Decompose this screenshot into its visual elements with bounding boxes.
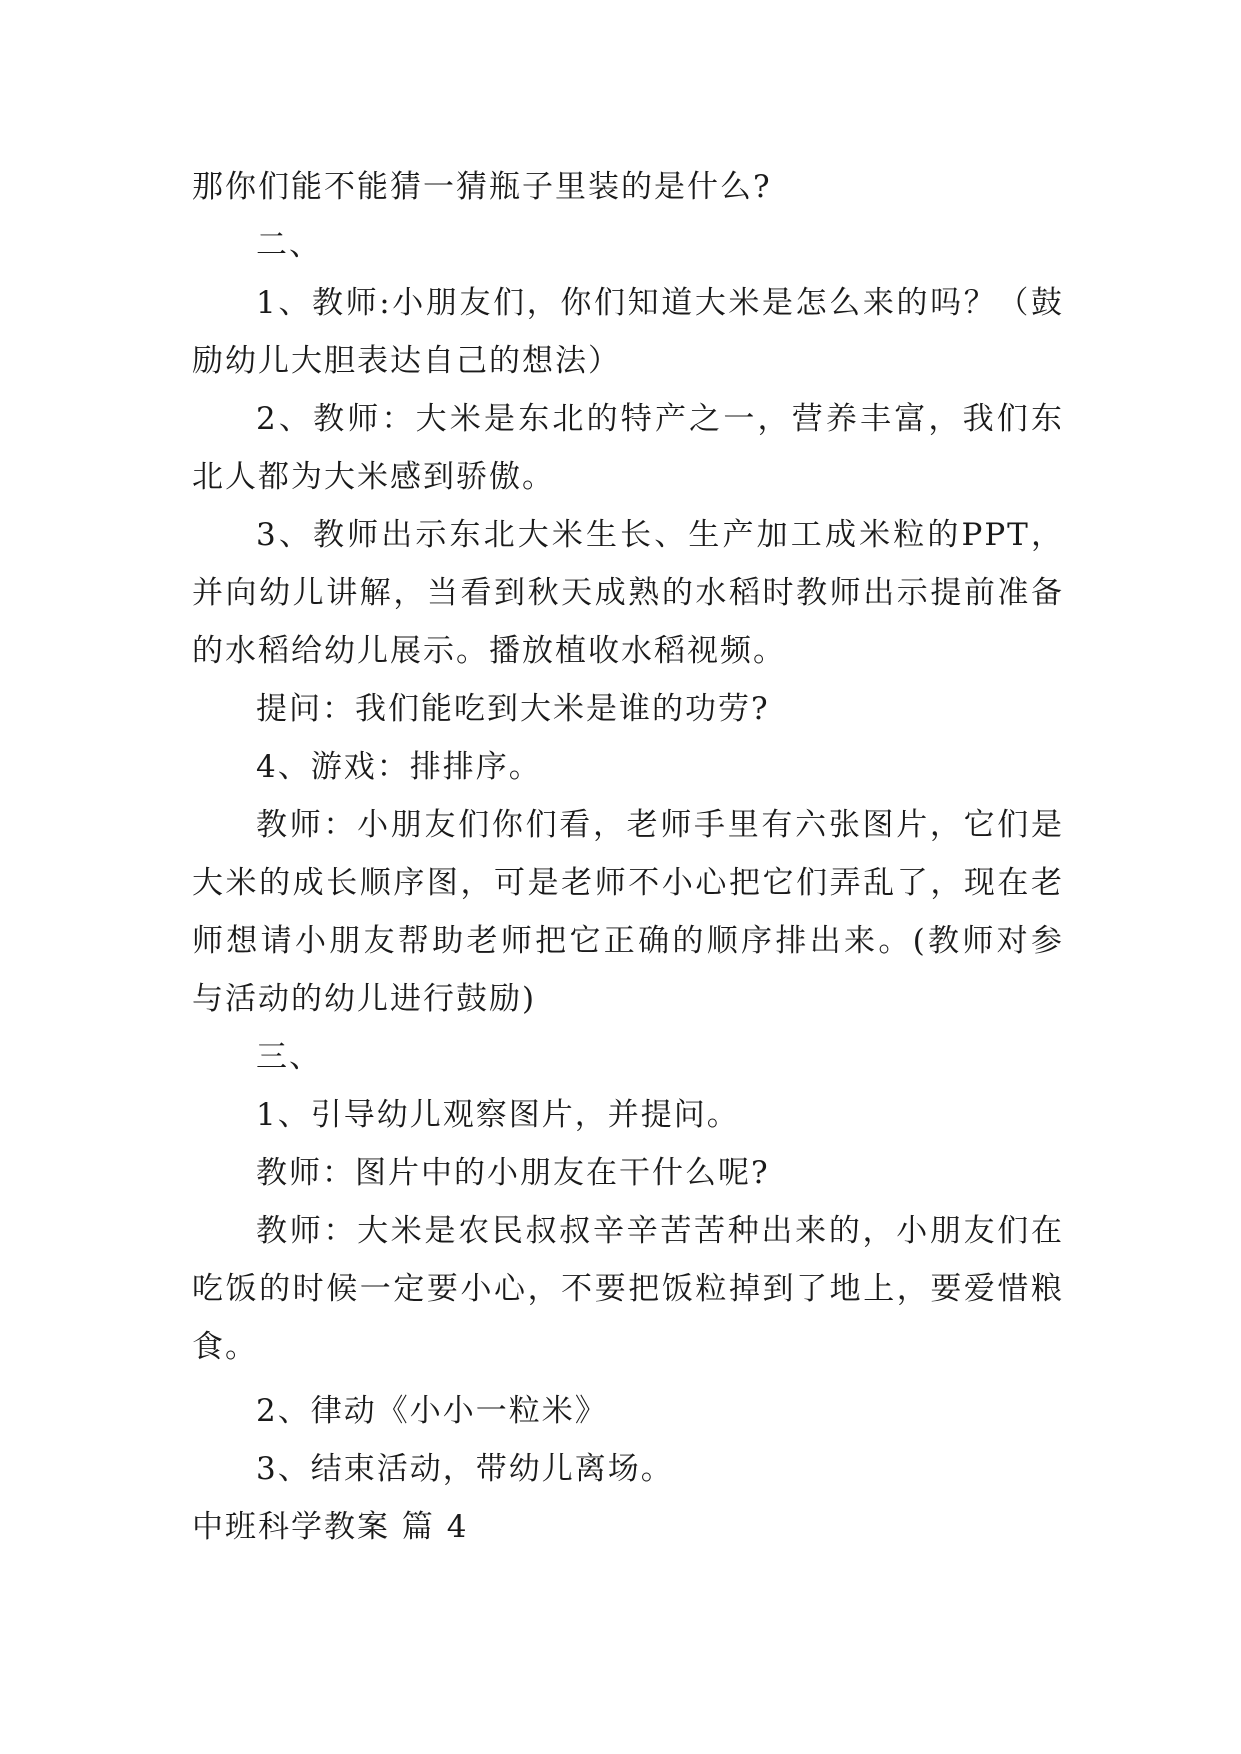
paragraph: 2、教师：大米是东北的特产之一，营养丰富，我们东北人都为大米感到骄傲。 (192, 401, 1064, 495)
paragraph: 2、律动《小小一粒米》 (256, 1393, 608, 1429)
paragraph: 提问：我们能吃到大米是谁的功劳? (256, 691, 770, 727)
paragraph: 1、引导幼儿观察图片，并提问。 (256, 1097, 740, 1133)
section-number: 二、 (256, 227, 322, 263)
paragraph: 那你们能不能猜一猜瓶子里装的是什么? (192, 169, 772, 205)
document-page (192, 158, 1064, 1556)
paragraph: 教师：小朋友们你们看，老师手里有六张图片，它们是大米的成长顺序图，可是老师不小心把它们弄乱了，现在老师想请小朋友帮助老师把它正确的顺序排出来。(教师对参与活动的幼儿进行鼓励) (192, 807, 1064, 1017)
paragraph: 3、结束活动，带幼儿离场。 (256, 1451, 674, 1487)
paragraph: 教师：图片中的小朋友在干什么呢? (256, 1155, 770, 1191)
section-heading: 中班科学教案 篇 4 (192, 1509, 469, 1545)
paragraph: 4、游戏：排排序。 (256, 749, 542, 785)
section-number: 三、 (256, 1039, 322, 1075)
paragraph: 1、教师:小朋友们，你们知道大米是怎么来的吗？（鼓励幼儿大胆表达自己的想法） (192, 285, 1064, 379)
paragraph: 3、教师出示东北大米生长、生产加工成米粒的PPT，并向幼儿讲解，当看到秋天成熟的水稻时教师出示提前准备的水稻给幼儿展示。播放植收水稻视频。 (192, 517, 1064, 669)
paragraph: 教师：大米是农民叔叔辛辛苦苦种出来的，小朋友们在吃饭的时候一定要小心，不要把饭粒掉到了地上，要爱惜粮食。 (192, 1213, 1064, 1365)
